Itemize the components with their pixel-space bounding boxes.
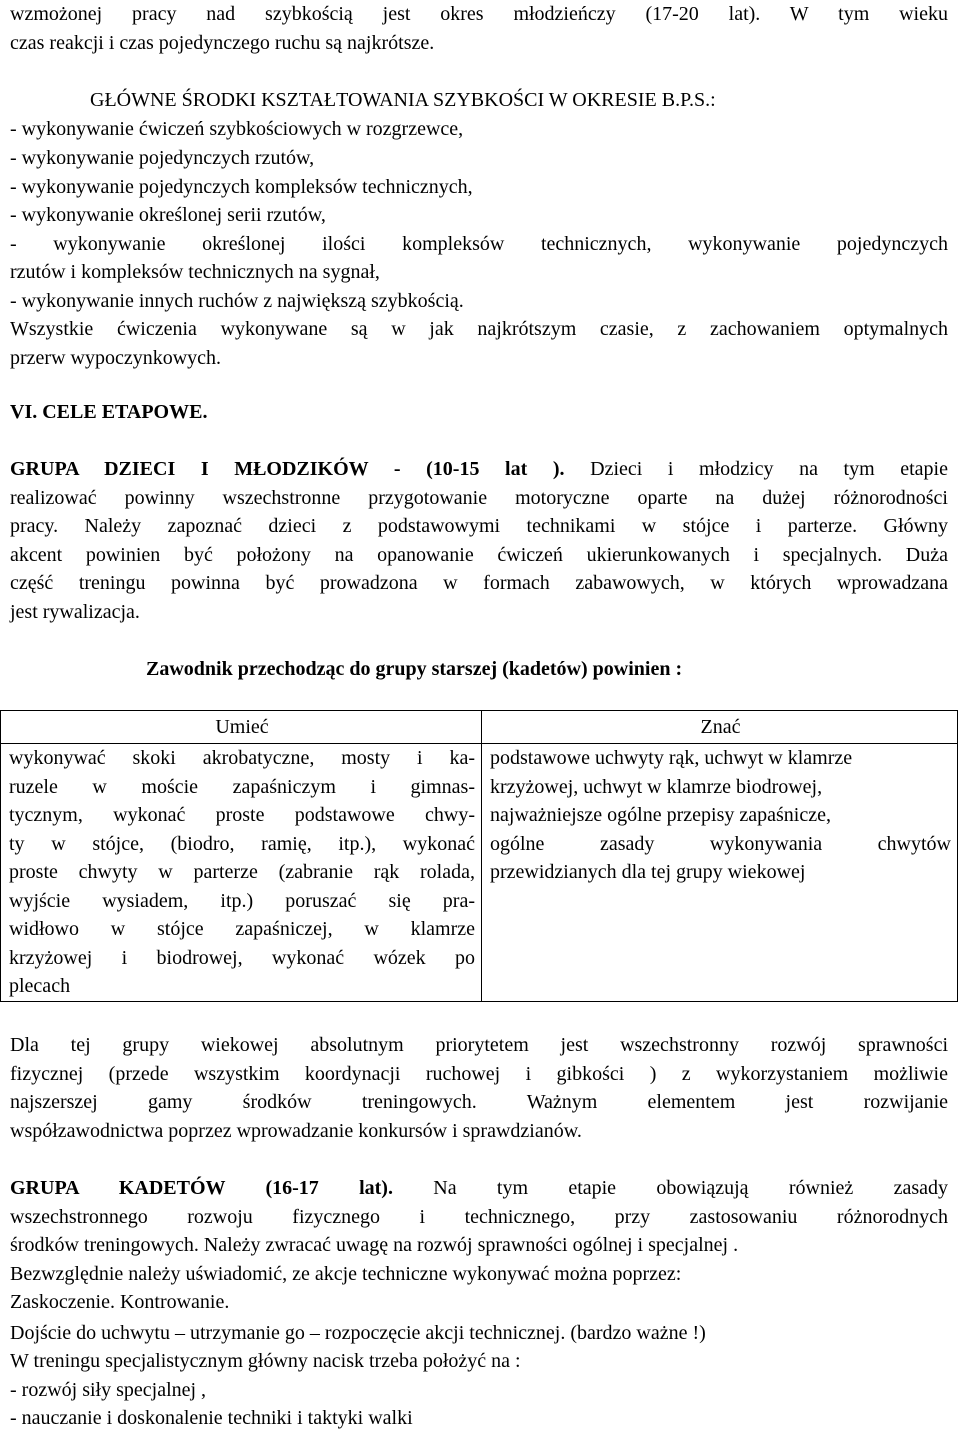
- group2-line: W treningu specjalistycznym główny nacisk trzeba położyć na :: [10, 1350, 521, 1372]
- umiec-line: ty w stójce, (biodro, ramię, itp.), wykonać: [9, 832, 475, 855]
- group2-line: Dojście do uchwytu – utrzymanie go – rozpoczęcie akcji technicznej. (bardzo ważne !): [10, 1322, 706, 1344]
- znac-line: przewidzianych dla tej grupy wiekowej: [490, 861, 806, 883]
- skills-table: [0, 710, 958, 1002]
- znac-line: podstawowe uchwyty rąk, uchwyt w klamrze: [490, 747, 853, 769]
- umiec-line: tycznym, wykonać proste podstawowe chwy-: [9, 804, 475, 826]
- group2-line: Zaskoczenie. Kontrowanie.: [10, 1291, 230, 1313]
- intro-line: czas reakcji i czas pojedynczego ruchu są najkrótsze.: [10, 32, 435, 54]
- umiec-line: plecach: [9, 975, 71, 997]
- means-list-item: - wykonywanie innych ruchów z największą szybkością.: [10, 290, 464, 312]
- group2-line: - rozwój siły specjalnej ,: [10, 1379, 207, 1401]
- umiec-line: wykonywać skoki akrobatyczne, mosty i ka-: [9, 747, 475, 769]
- priority-line: Dla tej grupy wiekowej absolutnym priorytetem jest wszechstronny rozwój sprawności: [10, 1034, 948, 1056]
- group1-line: jest rywalizacja.: [10, 601, 140, 623]
- means-list-item: rzutów i kompleksów technicznych na sygnał,: [10, 261, 380, 283]
- group1-line: realizować powinny wszechstronne przygotowanie motoryczne oparte na dużej różnorodności: [10, 487, 948, 509]
- group2-line: - nauczanie i doskonalenie techniki i taktyki walki: [10, 1407, 413, 1429]
- cadet-requirements-heading: Zawodnik przechodząc do grupy starszej (kadetów) powinien :: [146, 658, 683, 680]
- znac-line: ogólne zasady wykonywania chwytów: [490, 832, 951, 855]
- intro-line: wzmożonej pracy nad szybkością jest okres młodzieńczy (17-20 lat). W tym wieku: [10, 3, 948, 25]
- means-summary-line: przerw wypoczynkowych.: [10, 347, 222, 369]
- means-summary-line: Wszystkie ćwiczenia wykonywane są w jak najkrótszym czasie, z zachowaniem optymalnych: [10, 318, 948, 340]
- group1-line: część treningu powinna być prowadzona w formach zabawowych, w których wprowadzana: [10, 572, 948, 594]
- group1-line: akcent powinien być położony na opanowanie ćwiczeń ukierunkowanych i specjalnych. Duża: [10, 544, 948, 566]
- means-list-item: - wykonywanie określonej ilości kompleksów technicznych, wykonywanie pojedynczych: [10, 233, 948, 255]
- group2-title: GRUPA KADETÓW (16-17 lat).: [10, 1177, 393, 1199]
- priority-line: najszerszej gamy środków treningowych. Ważnym elementem jest rozwijanie: [10, 1091, 948, 1113]
- means-list-item: - wykonywanie pojedynczych rzutów,: [10, 147, 315, 169]
- umiec-line: wyjście wysiadem, itp.) poruszać się pra-: [9, 889, 475, 912]
- group1-title: GRUPA DZIECI I MŁODZIKÓW - (10-15 lat ).: [10, 458, 565, 480]
- priority-line: fizycznej (przede wszystkim koordynacji ruchowej i gibkości ) z wykorzystaniem możliwie: [10, 1063, 948, 1085]
- umiec-line: widłowo w stójce zapaśniczej, w klamrze: [9, 918, 475, 940]
- group1-line: pracy. Należy zapoznać dzieci z podstawowymi technikami w stójce i parterze. Główny: [10, 515, 948, 537]
- znac-line: krzyżowej, uchwyt w klamrze biodrowej,: [490, 775, 823, 798]
- column-header-znac: Znać: [482, 711, 958, 744]
- group2-line: środków treningowych. Należy zwracać uwagę na rozwój sprawności ogólnej i specjalnej .: [10, 1234, 739, 1256]
- column-header-umiec: Umieć: [1, 711, 482, 744]
- priority-line: współzawodnictwa poprzez wprowadzanie konkursów i sprawdzianów.: [10, 1120, 582, 1142]
- table-row: [1, 744, 958, 1002]
- means-list-item: - wykonywanie określonej serii rzutów,: [10, 204, 326, 226]
- table-header-row: [1, 711, 958, 744]
- group1-first-line: GRUPA DZIECI I MŁODZIKÓW - (10-15 lat ). Dzieci i młodzicy na tym etapie: [10, 458, 948, 480]
- means-list-item: - wykonywanie pojedynczych kompleksów technicznych,: [10, 176, 473, 198]
- group2-line: wszechstronnego rozwoju fizycznego i technicznego, przy zastosowaniu różnorodnych: [10, 1206, 948, 1228]
- znac-cell: [482, 744, 958, 1002]
- umiec-line: proste chwyty w parterze (zabranie rąk rolada,: [9, 861, 475, 883]
- znac-line: najważniejsze ogólne przepisy zapaśnicze,: [490, 804, 831, 826]
- section-heading: VI. CELE ETAPOWE.: [10, 401, 208, 423]
- group2-first-line: GRUPA KADETÓW (16-17 lat). Na tym etapie obowiązują również zasady: [10, 1177, 948, 1199]
- umiec-line: ruzele w moście zapaśniczym i gimnas-: [9, 775, 475, 798]
- umiec-line: krzyżowej i biodrowej, wykonać wózek po: [9, 946, 475, 969]
- group2-line: Bezwzględnie należy uświadomić, ze akcje techniczne wykonywać można poprzez:: [10, 1263, 682, 1285]
- means-list-item: - wykonywanie ćwiczeń szybkościowych w rozgrzewce,: [10, 118, 464, 140]
- means-heading: GŁÓWNE ŚRODKI KSZTAŁTOWANIA SZYBKOŚCI W OKRESIE B.P.S.:: [90, 89, 716, 111]
- umiec-cell: [1, 744, 482, 1002]
